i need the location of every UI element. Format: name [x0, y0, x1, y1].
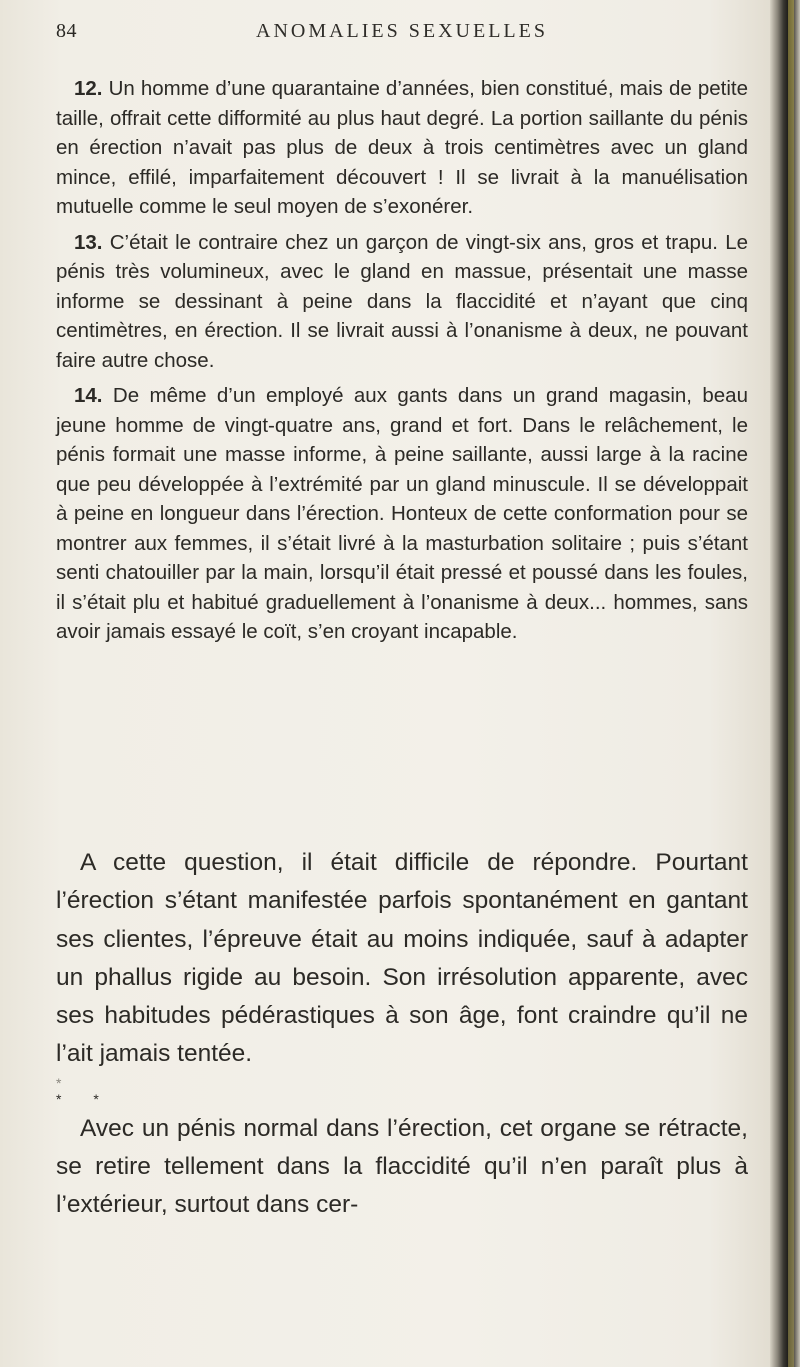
case-text: Un homme d’une quarantaine d’années, bien constitué, mais de petite taille, offrait cette difformité au plus haut degré. La portion saillante du pénis en érection n’avait pas plus de deux à trois centimètres avec un gland mince, effilé, imparfaitement découvert ! Il se livrait à la manuélisation mutuelle comme le seul moyen de s’exonérer.	[56, 77, 748, 218]
asterism-separator	[56, 1074, 748, 1110]
case-text: C’était le contraire chez un garçon de vingt-six ans, gros et trapu. Le pénis très volumineux, avec le gland en massue, présentait une masse informe se dessinant à peine dans la flaccidité et n’ayant que cinq centimètres, en érection. Il se livrait aussi à l’onanisme à deux, ne pouvant faire autre chose.	[56, 230, 748, 372]
case-paragraph	[56, 381, 748, 647]
page-edge-tint	[788, 0, 794, 1367]
case-number: 13.	[74, 230, 103, 254]
body-paragraph: Avec un pénis normal dans l’érection, cet organe se rétracte, se retire tellement dans la flaccidité qu’il n’en paraît plus à l’extérieur, surtout dans cer-	[56, 1114, 748, 1219]
case-number: 12.	[74, 77, 103, 100]
asterism-bottom: * *	[56, 1090, 113, 1107]
running-head: ANOMALIES SEXUELLES	[256, 20, 548, 42]
case-paragraph	[56, 228, 748, 376]
case-number: 14.	[74, 384, 103, 407]
case-list	[56, 74, 748, 653]
body-text	[56, 844, 748, 1225]
page-header	[56, 20, 736, 60]
case-text: De même d’un employé aux gants dans un grand magasin, beau jeune homme de vingt-quatre ans, grand et fort. Dans le relâchement, le pénis formait une masse informe, à peine saillante, aussi large à la racine que peu développée à l’extrémité par un gland minuscule. Il se développait à peine en longueur dans l’érection. Honteux de cette conformation pour se montrer aux femmes, il s’était livré à la masturbation solitaire ; puis s’étant senti chatouiller par la main, lorsqu’il était pressé et poussé dans les foules, il s’était plu et habitué graduellement à l’onanisme à deux... hommes, sans avoir jamais essayé le coït, s’en croyant incapable.	[56, 384, 748, 643]
case-paragraph	[56, 74, 748, 222]
asterism-top: *	[56, 1074, 62, 1091]
page-number: 84	[56, 20, 77, 42]
body-paragraph: A cette question, il était difficile de répondre. Pourtant l’érection s’étant manifestée parfois spontanément en gantant ses clientes, l’épreuve était au moins indiquée, sauf à adapter un phallus rigide au besoin. Son irrésolution apparente, avec ses habitudes pédérastiques à son âge, font craindre qu’il ne l’ait jamais tentée.	[56, 849, 748, 1068]
book-spine-edge	[770, 0, 800, 1367]
